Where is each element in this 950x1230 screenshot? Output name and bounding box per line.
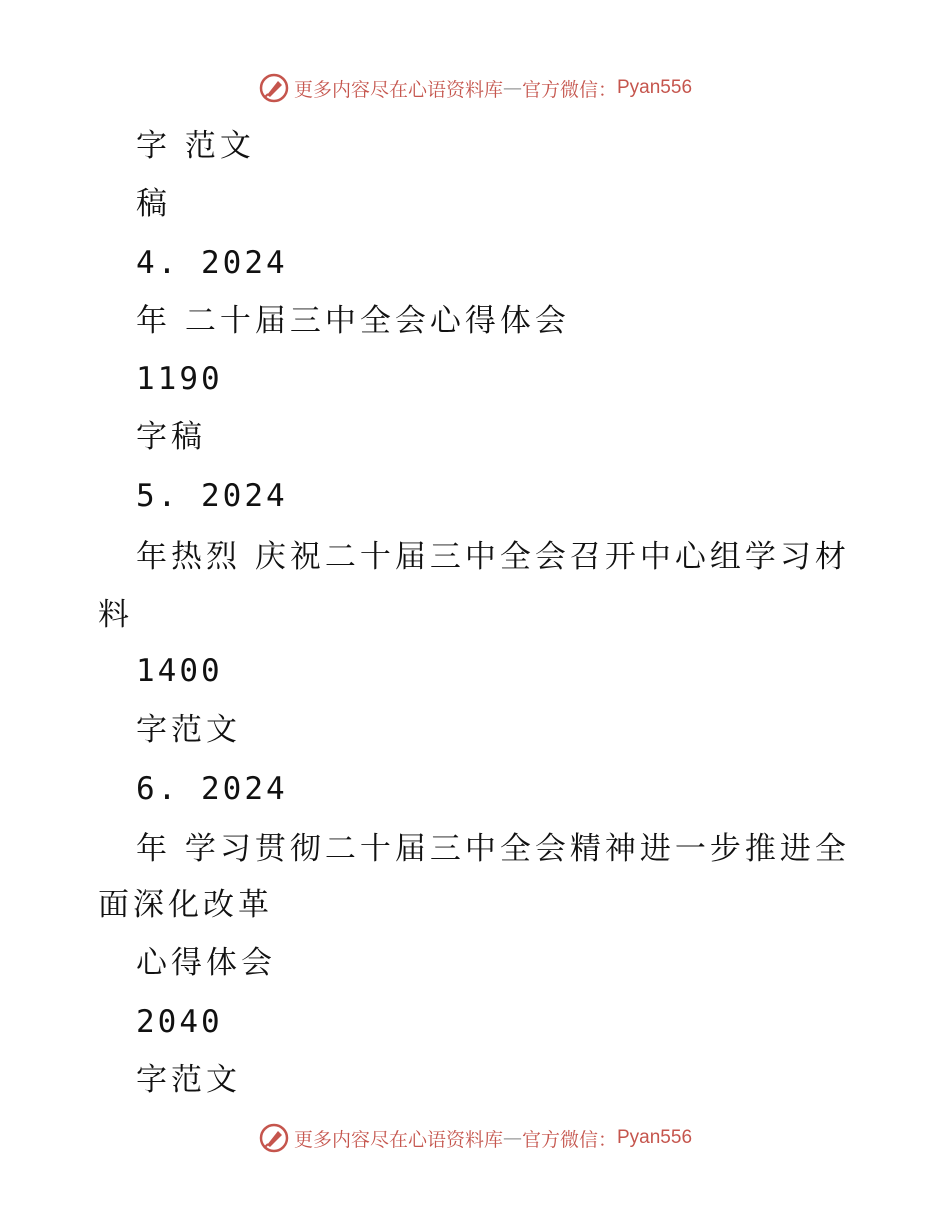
- text-line: 稿: [136, 186, 171, 222]
- text-line: 料: [98, 597, 133, 633]
- text-line: 2040: [136, 1004, 223, 1040]
- watermark-separator: —: [502, 1127, 522, 1149]
- text-line: 4. 2024: [136, 245, 288, 281]
- text-line: 字稿: [136, 419, 206, 455]
- text-line: 面深化改革: [98, 887, 273, 923]
- footer-watermark: [0, 1122, 950, 1154]
- text-line: 字 范文: [136, 128, 255, 164]
- text-line: 5. 2024: [136, 478, 288, 514]
- text-line: 年 二十届三中全会心得体会: [136, 303, 570, 339]
- watermark-text: 更多内容尽在心语资料库: [293, 78, 503, 101]
- watermark-text: 更多内容尽在心语资料库: [293, 1128, 503, 1151]
- text-line: 字范文: [136, 712, 241, 748]
- watermark-id: Pyan556: [617, 1127, 693, 1148]
- text-line: 1400: [136, 653, 223, 689]
- text-line: 1190: [136, 361, 223, 397]
- text-line: 年热烈 庆祝二十届三中全会召开中心组学习材: [136, 539, 850, 575]
- text-line: 心得体会: [136, 945, 276, 981]
- pen-nib-logo-icon: [258, 1122, 290, 1154]
- text-line: 6. 2024: [136, 771, 288, 807]
- text-line: 年 学习贯彻二十届三中全会精神进一步推进全: [136, 831, 850, 867]
- watermark-label: 官方微信：: [521, 1128, 617, 1151]
- text-line: 字范文: [136, 1062, 241, 1098]
- watermark-id: Pyan556: [617, 77, 693, 98]
- watermark-separator: —: [502, 77, 522, 99]
- watermark-label: 官方微信：: [521, 78, 617, 101]
- pen-nib-logo-icon: [258, 72, 290, 104]
- header-watermark: [0, 72, 950, 104]
